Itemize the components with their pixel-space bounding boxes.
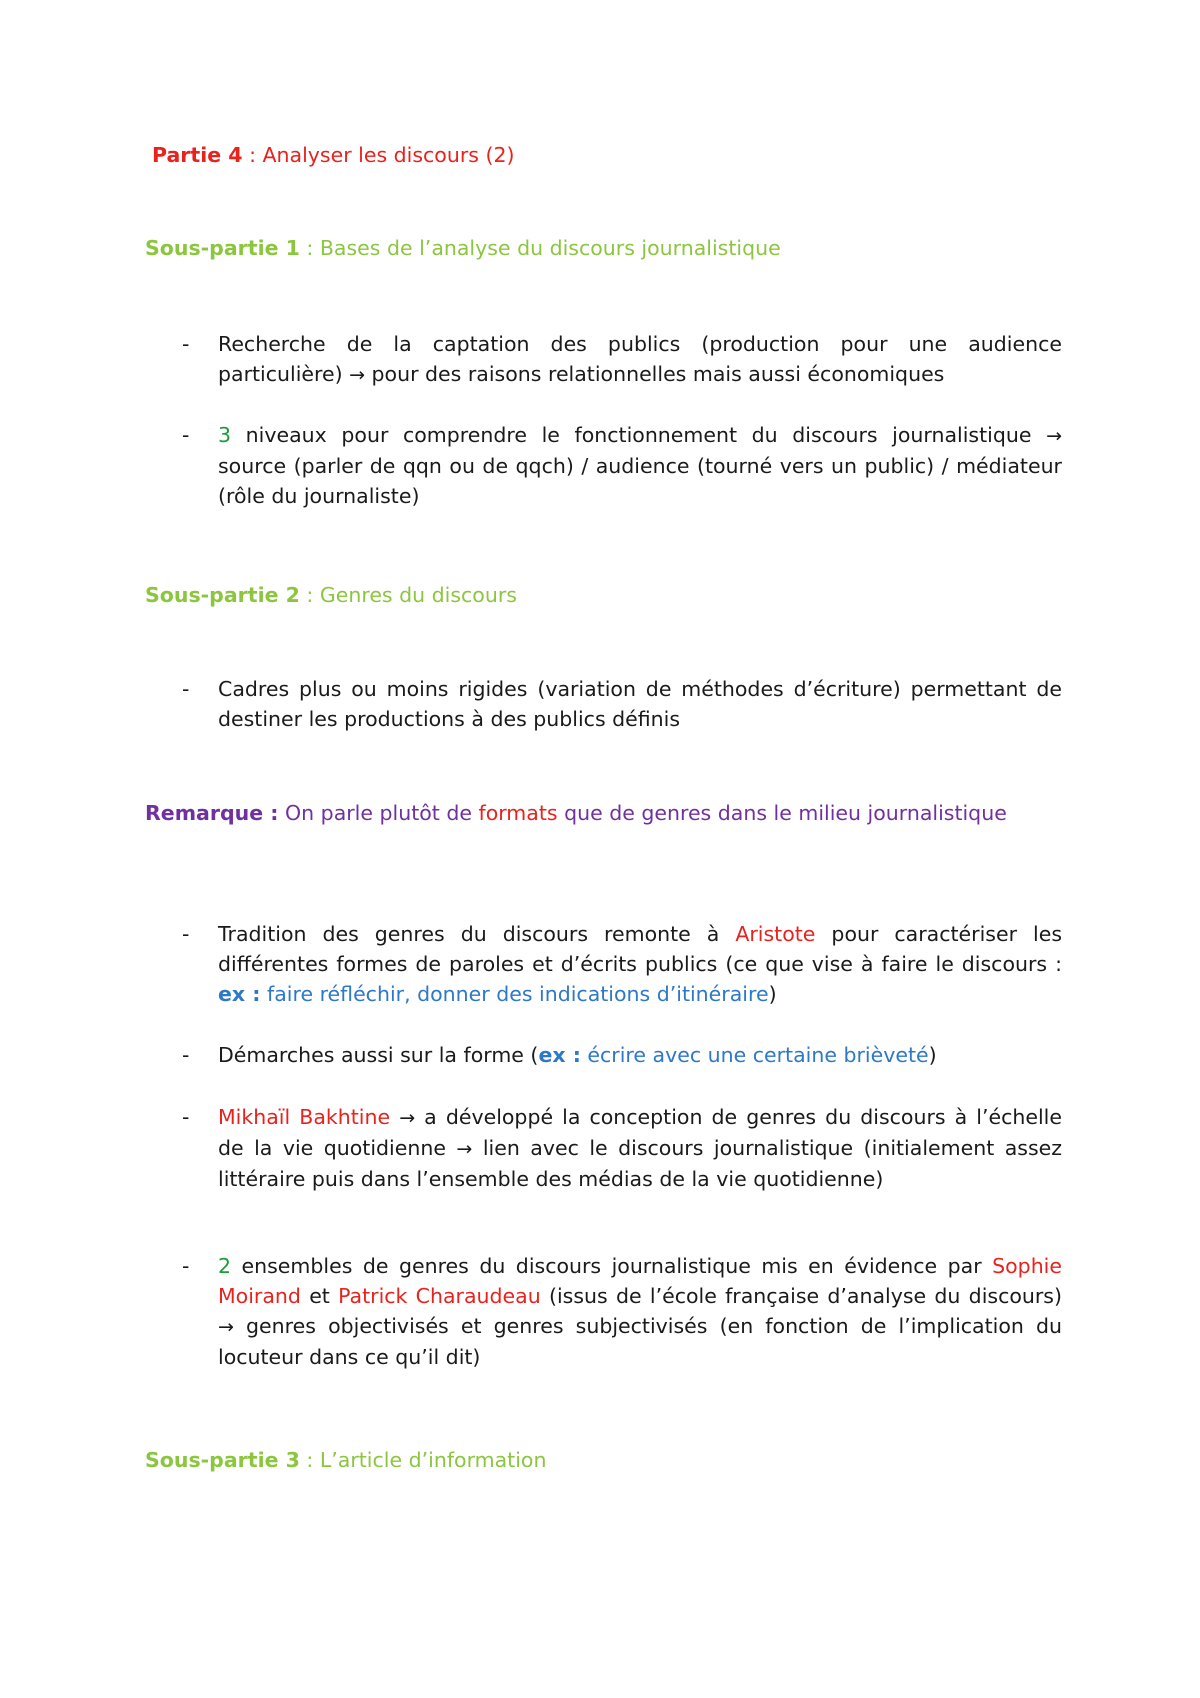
subpart-1-label: Sous-partie 1 [145, 236, 300, 260]
list-item: - Mikhaïl Bakhtine → a développé la conception de genres du discours à l’échelle de la vie quotidienne → lien avec le discours journalistique (initialement assez littéraire puis dans l’ensemble des médias de la vie quotidienne) [182, 1102, 1062, 1194]
remark-note: Remarque : On parle plutôt de formats que de genres dans le milieu journalistique [145, 801, 1007, 825]
arrow-icon: → [349, 364, 366, 386]
bullet-dash: - [182, 922, 190, 946]
arrow-icon: → [399, 1107, 416, 1129]
count-number: 3 [218, 423, 232, 447]
person-name: Mikhaïl Bakhtine [218, 1105, 391, 1129]
bullet-dash: - [182, 1043, 190, 1067]
subpart-3-label: Sous-partie 3 [145, 1448, 300, 1472]
bullet-dash: - [182, 332, 190, 356]
bullet-dash: - [182, 677, 190, 701]
part-heading [152, 140, 515, 170]
person-name: Patrick Charaudeau [338, 1284, 541, 1308]
subpart-3-heading [145, 1445, 546, 1475]
example-label: ex : [538, 1043, 581, 1067]
subpart-2-label: Sous-partie 2 [145, 583, 300, 607]
part-title: : Analyser les discours (2) [242, 143, 515, 167]
arrow-icon: → [218, 1316, 234, 1338]
bullet-dash: - [182, 1254, 190, 1278]
example-text: faire réfléchir, donner des indications d’itinéraire [260, 982, 769, 1006]
person-name: Aristote [735, 922, 816, 946]
part-label: Partie 4 [152, 143, 243, 167]
list-item: - 2 ensembles de genres du discours journalistique mis en évidence par Sophie Moirand et Patrick Charaudeau (issus de l’école française d’analyse du discours) → genres objectivisés et genres subjectivisés (en fonction de l’implication du locuteur dans ce qu’il dit) [182, 1251, 1062, 1372]
subpart-1-heading [145, 233, 781, 263]
list-item: - Démarches aussi sur la forme (ex : écrire avec une certaine brièveté) [182, 1040, 1062, 1070]
bullet-dash: - [182, 1105, 190, 1129]
example-text: écrire avec une certaine brièveté [580, 1043, 929, 1067]
subpart-2-heading [145, 580, 517, 610]
list-item: - 3 niveaux pour comprendre le fonctionnement du discours journalistique → source (parler de qqn ou de qqch) / audience (tourné vers un public) / médiateur (rôle du journaliste) [182, 420, 1062, 511]
subpart-2-title: : Genres du discours [299, 583, 517, 607]
example-label: ex : [218, 982, 261, 1006]
subpart-1-title: : Bases de l’analyse du discours journalistique [299, 236, 781, 260]
count-number: 2 [218, 1254, 232, 1278]
remark-highlight: formats [478, 801, 558, 825]
bullet-dash: - [182, 423, 190, 447]
subpart-3-title: : L’article d’information [299, 1448, 547, 1472]
arrow-icon: → [456, 1138, 473, 1160]
list-item: - Tradition des genres du discours remonte à Aristote pour caractériser les différentes formes de paroles et d’écrits publics (ce que vise à faire le discours : ex : faire réfléchir, donner des indications d’itinéraire) [182, 919, 1062, 1009]
list-item: - Recherche de la captation des publics (production pour une audience particulière) → pour des raisons relationnelles mais aussi économiques [182, 329, 1062, 390]
arrow-icon: → [1046, 425, 1062, 447]
person-name: Sophie Moirand [218, 1254, 1062, 1308]
remark-label: Remarque : [145, 801, 279, 825]
list-item: - Cadres plus ou moins rigides (variation de méthodes d’écriture) permettant de destiner les productions à des publics définis [182, 674, 1062, 734]
